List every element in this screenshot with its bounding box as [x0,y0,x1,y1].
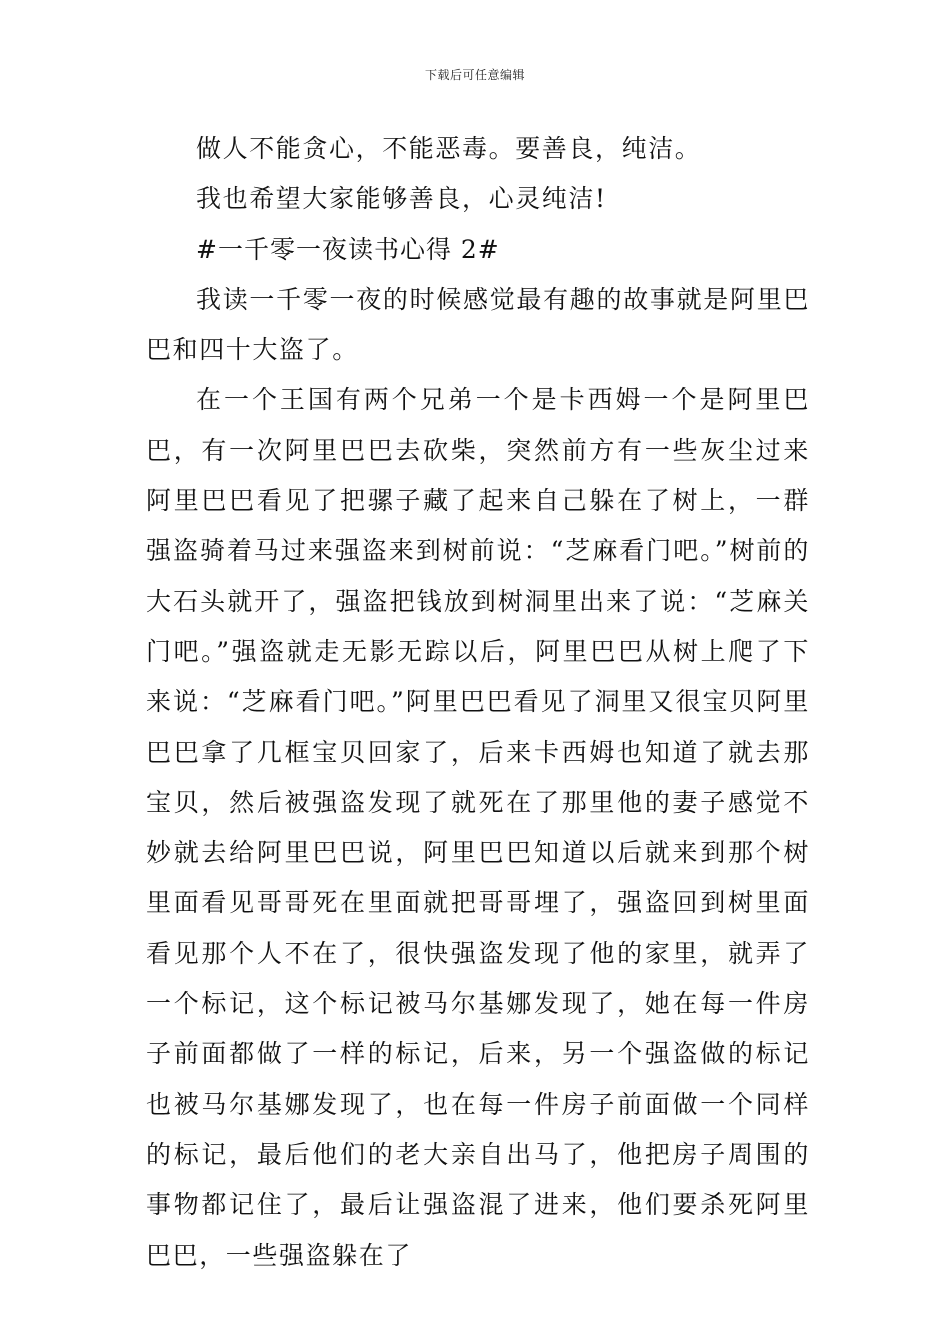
paragraph: 我读一千零一夜的时候感觉最有趣的故事就是阿里巴巴和四十大盗了。 [146,284,810,365]
page-header: 下载后可任意编辑 [424,68,525,82]
section-title: #一千零一夜读书心得 2# [196,234,500,264]
paragraph: 做人不能贪心，不能恶毒。要善良，纯洁。 [196,134,702,163]
paragraph: 我也希望大家能够善良，心灵纯洁! [196,184,607,214]
paragraph: 在一个王国有两个兄弟一个是卡西姆一个是阿里巴巴，有一次阿里巴巴去砍柴，突然前方有一些灰尘过来阿里巴巴看见了把骡子藏了起来自己躲在了树上，一群强盗骑着马过来强盗来到树前说：“芝麻看门吧。”树前的大石头就开了，强盗把钱放到树洞里出来了说：“芝麻关门吧。”强盗就走无影无踪以后，阿里巴巴从树上爬了下来说：“芝麻看门吧。”阿里巴巴看见了洞里又很宝贝阿里巴巴拿了几框宝贝回家了，后来卡西姆也知道了就去那宝贝，然后被强盗发现了就死在了那里他的妻子感觉不妙就去给阿里巴巴说，阿里巴巴知道以后就来到那个树里面看见哥哥死在里面就把哥哥埋了，强盗回到树里面看见那个人不在了，很快强盗发现了他的家里，就弄了一个标记，这个标记被马尔基娜发现了，她在每一件房子前面都做了一样的标记，后来，另一个强盗做的标记也被马尔基娜发现了，也在每一件房子前面做一个同样的标记，最后他们的老大亲自出马了，他把房子周围的事物都记住了，最后让强盗混了进来，他们要杀死阿里巴巴，一些强盗躲在了 [146,385,810,1270]
document-body [146,124,810,1281]
